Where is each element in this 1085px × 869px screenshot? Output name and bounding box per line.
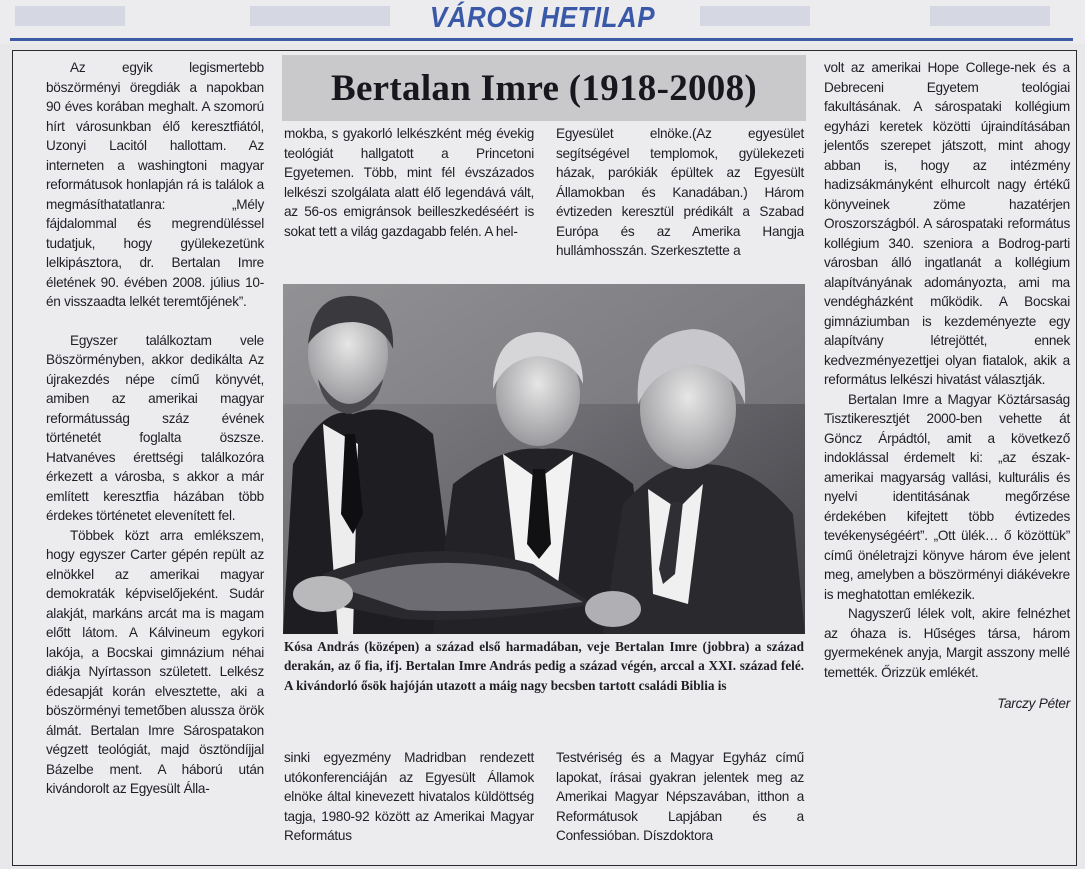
headline-box xyxy=(282,55,806,121)
paragraph: mokba, s gyakorló lelkészként még évekig teológiát hallgatott a Princetoni Egyetemen. Több, mint fél évszázados lelkészi szolgálata alatt élő legendává vált, az 56-os emigránsok beilleszkedéséért is sokat tett a világ gazdagabb felén. A hel- xyxy=(284,126,534,239)
paragraph: Egyesület elnöke.(Az egyesület segítségével templomok, gyülekezeti házak, parókiák épültek az Egyesült Államokban és Kanadában.) Három évtizeden keresztül prédikált a Szabad Európa és az Amerika Hangja hullámhosszán. Szerkesztette a xyxy=(556,126,804,258)
column-4 xyxy=(824,58,1070,714)
masthead: VÁROSI HETILAP xyxy=(429,0,656,34)
column-3-bottom xyxy=(556,748,804,846)
paragraph: Bertalan Imre a Magyar Köztársaság Tisztikeresztjét 2000-ben vehette át Göncz Árpádtól, amit a következő indoklással érdemelt ki: „az észak-amerikai magyarság vallási, kulturális és nyelvi identitásának megőrzése érdekében kifejtett több évtizedes tevékenységéért”. „Ott ülék… ő közöttük” című önéletrajzi könyve három éve jelent meg, amelyben a böszörményi diákévekre is meghatottan emlékezik. xyxy=(824,391,1070,602)
paragraph: sinki egyezmény Madridban rendezett utókonferenciáján az Egyesült Államok elnöke által kinevezett hivatalos küldöttség tagja, 1980-92 között az Amerikai Magyar Református xyxy=(284,750,534,843)
paragraph: Testvériség és a Magyar Egyház című lapokat, írásai gyakran jelentek meg az Amerikai Magyar Népszavában, itthon a Reformátusok Lapjában és a Confessióban. Díszdoktora xyxy=(556,750,804,843)
column-2-top xyxy=(284,124,534,241)
column-3-top xyxy=(556,124,804,261)
masthead-rule xyxy=(10,38,1073,41)
column-2-bottom xyxy=(284,748,534,846)
paragraph: Nagyszerű lélek volt, akire felnézhet az óhaza is. Hűséges társa, három gyermekének anyja, Margit asszony mellé temették. Őrizzük emlékét. xyxy=(824,606,1070,680)
paragraph: Egyszer találkoztam vele Böszörményben, akkor dedikálta Az újrakezdés népe című könyvét, amiben az amerikai magyar reformátusság száz évének történetét foglalta öszsze. Hatvanéves érettségi találkozóra érkezett a városba, s akkor a már említett keresztfia házában több érdekes történetet elevenített fel. xyxy=(46,332,264,523)
paragraph: Az egyik legismertebb böszörményi öregdiák a napokban 90 éves korában meghalt. A szomorú hírt városunkban élő keresztfiától, Uzonyi Lacitól hallottam. Az interneten a washingtoni magyar reformátusok honlapján rá is találok a megmásíthatatlanra: „Mély fájdalommal és megrendüléssel tudatjuk, hogy gyülekezetünk lelkipásztora, dr. Bertalan Imre életének 90. évében 2008. július 10-én visszaadta lelkét teremtőjének”. xyxy=(46,60,264,309)
author-signature: Tarczy Péter xyxy=(997,696,1070,711)
paragraph: volt az amerikai Hope College-nek és a Debreceni Egyetem teológiai fakultásának. A sárospataki kollégium egyházi keretek közötti újraindításában jelentős szerepet játszott, mint ahogy abban is, hogy az intézmény hadizsákmányként elhurcolt nagy értékű könyveinek zöme hazatérjen Oroszországból. A sárospataki református kollégium 340. szeniora a Bodrog-parti városban álló ingatlanát a kollégium alapítványának adományozta, ami ma vendégházként működik. A Bocskai gimnáziumban is kezdeményezte egy alapítvány létrejöttét, ennek kedvezményezettjei olyan fiatalok, akik a református lelkészi hivatást választják. xyxy=(824,60,1070,387)
paragraph: Többek közt arra emlékszem, hogy egyszer Carter gépén repült az elnökkel az amerikai magyar demokraták képviselőjeként. Sudár alakját, markáns arcát ma is magam előtt látom. A Kálvineum egykori lakója, a Bocskai gimnázium néhai diákja Nyírtasson született. Lelkész édesapját korán elvesztette, aki a böszörményi temetőben alussza örök álmát. Bertalan Imre Sárospatakon végzett teológiát, majd ösztöndíjjal Bázelbe ment. A háború után kivándorolt az Egyesült Álla- xyxy=(46,527,264,796)
article-title: Bertalan Imre (1918-2008) xyxy=(330,67,758,109)
photo-image xyxy=(283,284,805,634)
photo xyxy=(283,284,805,634)
photo-caption: Kósa András (középen) a század első harmadában, veje Bertalan Imre (jobbra) a század derakán, az ő fia, ifj. Bertalan Imre András pedig a század végén, arccal a XXI. század felé. A kivándorló ősök hajóján utazott a máig nagy becsben tartott családi Biblia is xyxy=(284,639,804,693)
column-1 xyxy=(46,58,264,799)
